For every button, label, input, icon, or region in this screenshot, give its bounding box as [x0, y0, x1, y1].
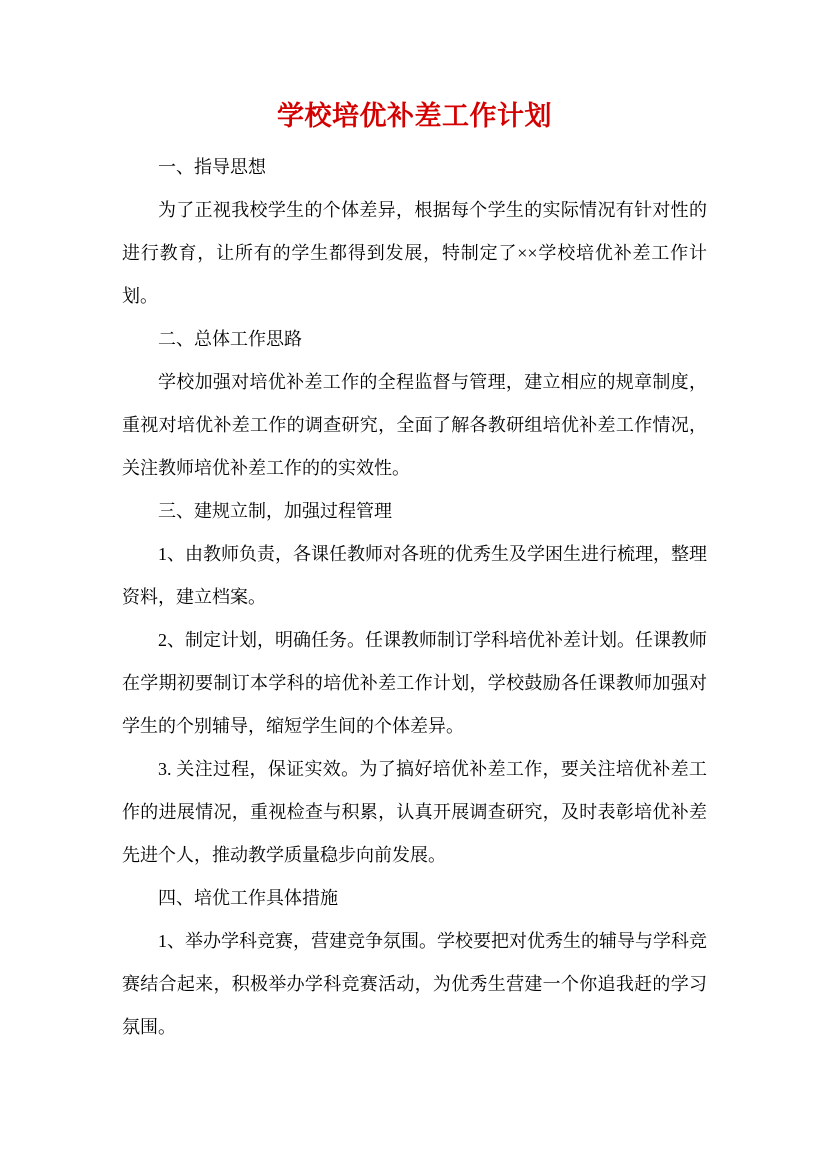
- paragraph: 学校加强对培优补差工作的全程监督与管理，建立相应的规章制度，重视对培优补差工作的调查研究，全面了解各教研组培优补差工作情况，关注教师培优补差工作的的实效性。: [122, 372, 707, 478]
- paragraph: 为了正视我校学生的个体差异，根据每个学生的实际情况有针对性的进行教育，让所有的学生都得到发展，特制定了××学校培优补差工作计划。: [122, 200, 707, 306]
- paragraph: 3. 关注过程，保证实效。为了搞好培优补差工作，要关注培优补差工作的进展情况，重视检查与积累，认真开展调查研究，及时表彰培优补差先进个人，推动教学质量稳步向前发展。: [122, 759, 707, 865]
- paragraph: 2、制定计划，明确任务。任课教师制订学科培优补差计划。任课教师在学期初要制订本学科的培优补差工作计划，学校鼓励各任课教师加强对学生的个别辅导，缩短学生间的个体差异。: [122, 630, 707, 736]
- document-title: 学校培优补差工作计划: [277, 101, 552, 131]
- section-heading: 四、培优工作具体措施: [158, 888, 338, 908]
- section-heading: 三、建规立制，加强过程管理: [158, 501, 392, 521]
- paragraph: 1、举办学科竞赛，营建竞争氛围。学校要把对优秀生的辅导与学科竞赛结合起来，积极举办学科竞赛活动，为优秀生营建一个你追我赶的学习氛围。: [122, 931, 707, 1037]
- section-heading: 一、指导思想: [158, 157, 266, 177]
- document-body: [122, 146, 707, 1049]
- paragraph: 1、由教师负责，各课任教师对各班的优秀生及学困生进行梳理，整理资料，建立档案。: [122, 544, 707, 607]
- section-heading: 二、总体工作思路: [158, 329, 302, 349]
